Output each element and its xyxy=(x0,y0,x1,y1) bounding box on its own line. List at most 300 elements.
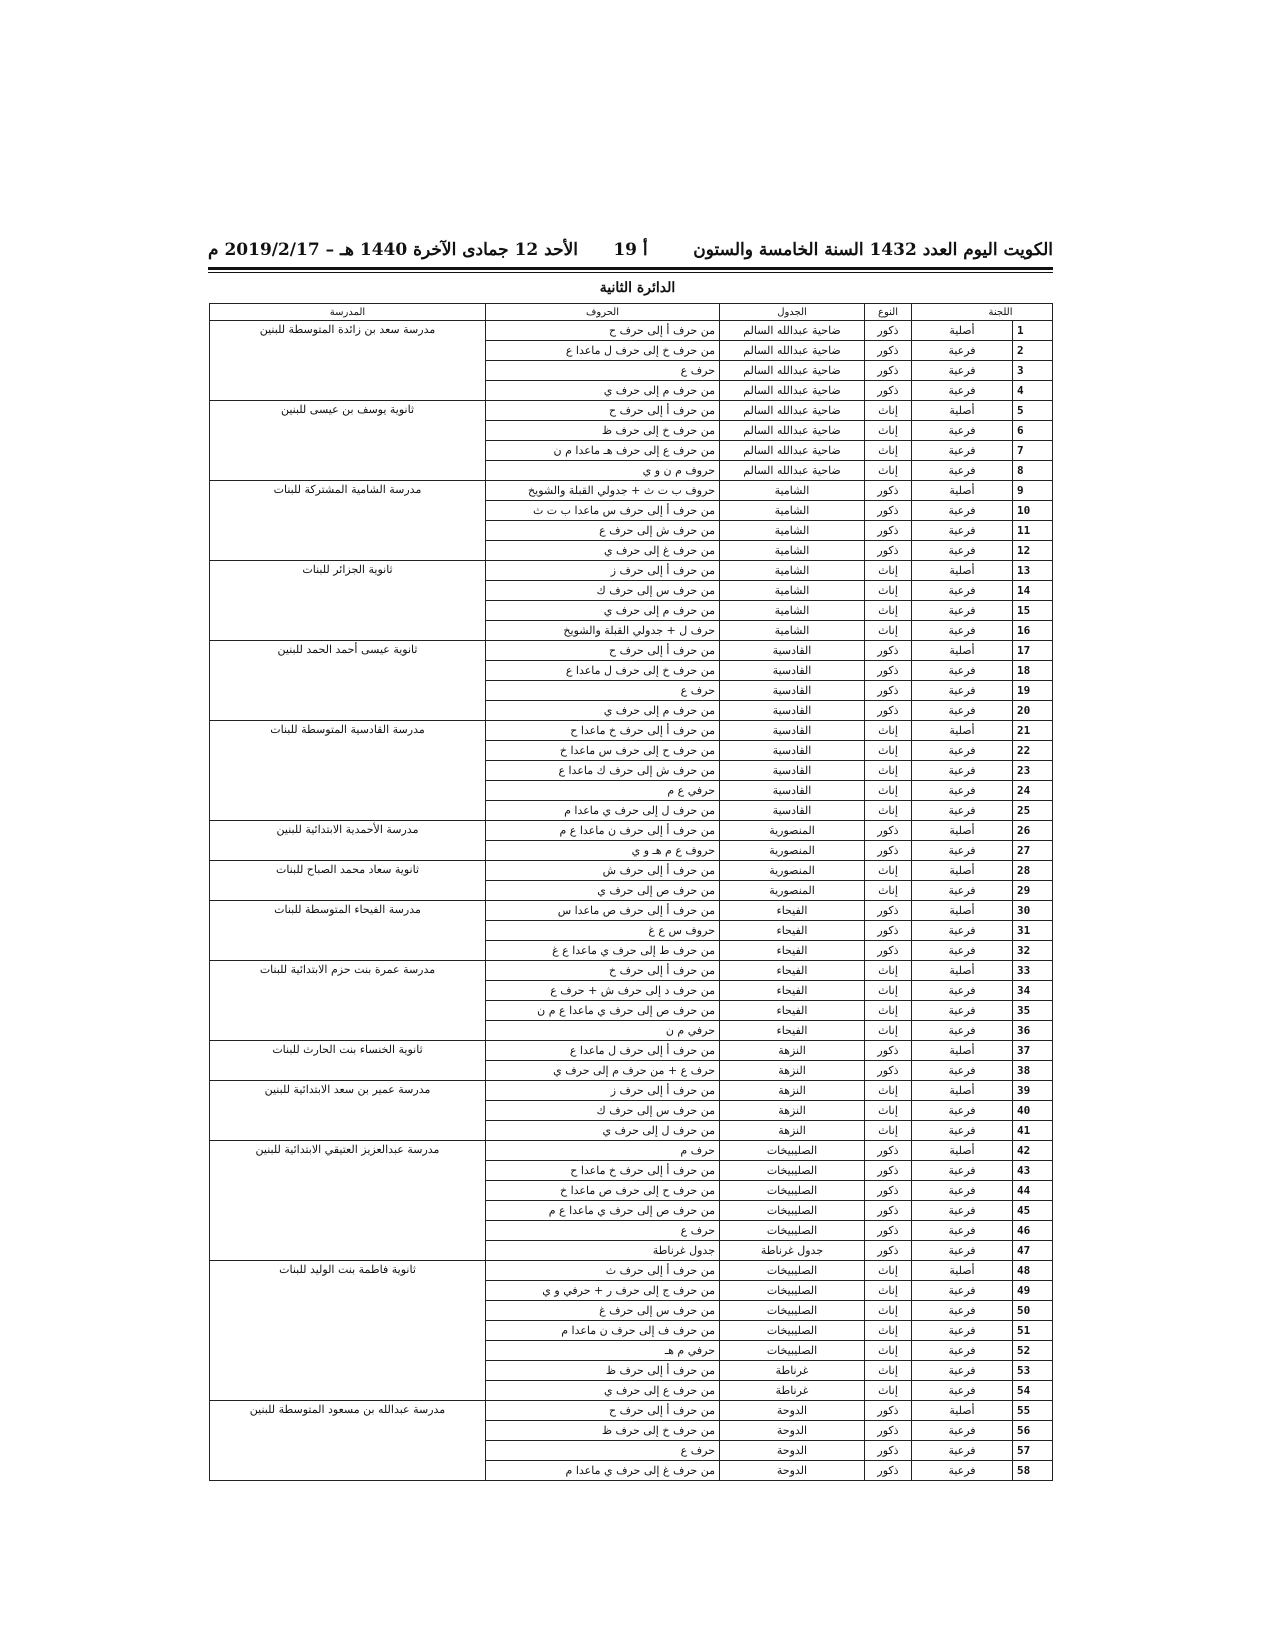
committee-cell: فرعية xyxy=(912,1061,1013,1081)
row-number: 58 xyxy=(1013,1461,1053,1481)
committee-cell: فرعية xyxy=(912,1281,1013,1301)
committee-cell: فرعية xyxy=(912,1221,1013,1241)
school-cell: ثانوية الجزائر للبنات xyxy=(210,561,486,581)
type-cell: إناث xyxy=(865,1341,912,1361)
school-cell xyxy=(210,841,486,861)
school-cell xyxy=(210,661,486,681)
schedule-cell: ضاحية عبدالله السالم xyxy=(720,321,865,341)
letters-cell: من حرف ح إلى حرف س ماعدا خ xyxy=(486,741,720,761)
type-cell: إناث xyxy=(865,1301,912,1321)
school-cell xyxy=(210,1001,486,1021)
table-row xyxy=(210,1141,1053,1161)
page-number: أ 19 xyxy=(613,240,648,260)
school-cell xyxy=(210,421,486,441)
school-cell: مدرسة سعد بن زائدة المتوسطة للبنين xyxy=(210,321,486,341)
row-number: 1 xyxy=(1013,321,1053,341)
type-cell: إناث xyxy=(865,881,912,901)
committee-cell: فرعية xyxy=(912,701,1013,721)
school-cell xyxy=(210,1181,486,1201)
row-number: 9 xyxy=(1013,481,1053,501)
type-cell: ذكور xyxy=(865,821,912,841)
type-cell: ذكور xyxy=(865,1241,912,1261)
row-number: 43 xyxy=(1013,1161,1053,1181)
school-cell xyxy=(210,521,486,541)
school-cell xyxy=(210,541,486,561)
table-row xyxy=(210,341,1053,361)
school-cell xyxy=(210,921,486,941)
type-cell: ذكور xyxy=(865,1201,912,1221)
schedule-cell: الصليبيخات xyxy=(720,1221,865,1241)
schedule-cell: الشامية xyxy=(720,621,865,641)
table-row xyxy=(210,921,1053,941)
letters-cell: من حرف ح إلى حرف ص ماعدا خ xyxy=(486,1181,720,1201)
row-number: 20 xyxy=(1013,701,1053,721)
header-rule xyxy=(208,267,1053,270)
school-cell xyxy=(210,1341,486,1361)
schedule-cell: الفيحاء xyxy=(720,1021,865,1041)
table-row xyxy=(210,1361,1053,1381)
school-cell xyxy=(210,621,486,641)
row-number: 4 xyxy=(1013,381,1053,401)
issue-date: الأحد 12 جمادى الآخرة 1440 هـ – 2019/2/17 م xyxy=(208,240,579,260)
type-cell: ذكور xyxy=(865,361,912,381)
row-number: 23 xyxy=(1013,761,1053,781)
table-row xyxy=(210,521,1053,541)
letters-cell: من حرف أ إلى حرف ح xyxy=(486,641,720,661)
committee-cell: فرعية xyxy=(912,1021,1013,1041)
table-row xyxy=(210,1061,1053,1081)
table-row xyxy=(210,661,1053,681)
row-number: 32 xyxy=(1013,941,1053,961)
school-cell xyxy=(210,1161,486,1181)
school-cell xyxy=(210,581,486,601)
table-row xyxy=(210,941,1053,961)
table-row xyxy=(210,801,1053,821)
schedule-cell: الفيحاء xyxy=(720,1001,865,1021)
table-row xyxy=(210,1321,1053,1341)
committee-cell: أصلية xyxy=(912,901,1013,921)
table-row xyxy=(210,821,1053,841)
letters-cell: من حرف أ إلى حرف ح xyxy=(486,321,720,341)
committee-cell: فرعية xyxy=(912,1301,1013,1321)
type-cell: إناث xyxy=(865,561,912,581)
school-cell xyxy=(210,1121,486,1141)
publication-title: الكويت اليوم العدد 1432 السنة الخامسة والستون xyxy=(693,240,1053,260)
type-column-header: النوع xyxy=(865,304,912,321)
letters-cell: من حرف أ إلى حرف ن ماعدا ع م xyxy=(486,821,720,841)
row-number: 6 xyxy=(1013,421,1053,441)
school-cell xyxy=(210,1421,486,1441)
letters-cell: من حرف أ إلى حرف ز xyxy=(486,561,720,581)
letters-cell: من حرف أ إلى حرف ز xyxy=(486,1081,720,1101)
letters-cell: من حرف غ إلى حرف ي xyxy=(486,541,720,561)
type-cell: ذكور xyxy=(865,841,912,861)
table-row xyxy=(210,841,1053,861)
committee-cell: فرعية xyxy=(912,1121,1013,1141)
table-row xyxy=(210,1421,1053,1441)
row-number: 3 xyxy=(1013,361,1053,381)
schedule-cell: النزهة xyxy=(720,1101,865,1121)
committee-cell: أصلية xyxy=(912,401,1013,421)
schedule-cell: الفيحاء xyxy=(720,941,865,961)
letters-cell: من حرف غ إلى حرف ي ماعدا م xyxy=(486,1461,720,1481)
number-column-header xyxy=(1013,304,1053,321)
type-cell: ذكور xyxy=(865,701,912,721)
schedule-cell: الصليبيخات xyxy=(720,1341,865,1361)
table-row xyxy=(210,1221,1053,1241)
schedule-cell: النزهة xyxy=(720,1121,865,1141)
school-cell xyxy=(210,1061,486,1081)
table-row xyxy=(210,401,1053,421)
table-row xyxy=(210,641,1053,661)
letters-cell: من حرف خ إلى حرف ل ماعدا ع xyxy=(486,661,720,681)
row-number: 55 xyxy=(1013,1401,1053,1421)
type-cell: ذكور xyxy=(865,481,912,501)
committee-cell: أصلية xyxy=(912,1041,1013,1061)
letters-cell: من حرف أ إلى حرف خ ماعدا ح xyxy=(486,721,720,741)
committee-cell: أصلية xyxy=(912,481,1013,501)
type-cell: ذكور xyxy=(865,641,912,661)
type-cell: إناث xyxy=(865,441,912,461)
committee-cell: أصلية xyxy=(912,1401,1013,1421)
committee-cell: فرعية xyxy=(912,341,1013,361)
type-cell: إناث xyxy=(865,1381,912,1401)
row-number: 41 xyxy=(1013,1121,1053,1141)
schedule-cell: الشامية xyxy=(720,581,865,601)
table-row xyxy=(210,761,1053,781)
row-number: 38 xyxy=(1013,1061,1053,1081)
table-row xyxy=(210,881,1053,901)
table-row xyxy=(210,681,1053,701)
committee-cell: فرعية xyxy=(912,781,1013,801)
type-cell: ذكور xyxy=(865,541,912,561)
row-number: 8 xyxy=(1013,461,1053,481)
table-row xyxy=(210,1021,1053,1041)
committee-cell: فرعية xyxy=(912,1001,1013,1021)
schedule-cell: الشامية xyxy=(720,561,865,581)
letters-cell: من حرف ل إلى حرف ي xyxy=(486,1121,720,1141)
letters-cell: من حرف م إلى حرف ي xyxy=(486,601,720,621)
school-cell xyxy=(210,1381,486,1401)
letters-cell: من حرف س إلى حرف ك xyxy=(486,1101,720,1121)
table-row xyxy=(210,1081,1053,1101)
schedule-cell: جدول غرناطة xyxy=(720,1241,865,1261)
schedule-cell: النزهة xyxy=(720,1081,865,1101)
committee-cell: أصلية xyxy=(912,1081,1013,1101)
table-row xyxy=(210,361,1053,381)
schedule-cell: المنصورية xyxy=(720,821,865,841)
school-cell xyxy=(210,1281,486,1301)
committee-cell: فرعية xyxy=(912,1181,1013,1201)
table-row xyxy=(210,581,1053,601)
committee-column-header: اللجنة xyxy=(912,304,1013,321)
type-cell: إناث xyxy=(865,1001,912,1021)
committee-cell: أصلية xyxy=(912,1261,1013,1281)
schedule-cell: الصليبيخات xyxy=(720,1201,865,1221)
school-cell: مدرسة الشامية المشتركة للبنات xyxy=(210,481,486,501)
letters-cell: من حرف خ إلى حرف ظ xyxy=(486,1421,720,1441)
committee-cell: أصلية xyxy=(912,321,1013,341)
schedule-cell: ضاحية عبدالله السالم xyxy=(720,421,865,441)
row-number: 37 xyxy=(1013,1041,1053,1061)
row-number: 57 xyxy=(1013,1441,1053,1461)
type-cell: إناث xyxy=(865,461,912,481)
table-row xyxy=(210,1121,1053,1141)
row-number: 56 xyxy=(1013,1421,1053,1441)
school-cell: مدرسة الفيحاء المتوسطة للبنات xyxy=(210,901,486,921)
table-row xyxy=(210,501,1053,521)
committee-cell: فرعية xyxy=(912,521,1013,541)
table-row xyxy=(210,561,1053,581)
type-cell: ذكور xyxy=(865,521,912,541)
committee-cell: فرعية xyxy=(912,661,1013,681)
table-row xyxy=(210,1381,1053,1401)
committee-cell: فرعية xyxy=(912,801,1013,821)
table-row xyxy=(210,1041,1053,1061)
row-number: 47 xyxy=(1013,1241,1053,1261)
school-cell: مدرسة عمرة بنت حزم الابتدائية للبنات xyxy=(210,961,486,981)
committee-cell: فرعية xyxy=(912,441,1013,461)
row-number: 36 xyxy=(1013,1021,1053,1041)
school-cell xyxy=(210,981,486,1001)
school-column-header: المدرسة xyxy=(210,304,486,321)
row-number: 14 xyxy=(1013,581,1053,601)
row-number: 44 xyxy=(1013,1181,1053,1201)
type-cell: إناث xyxy=(865,981,912,1001)
letters-cell: حرفي م هـ xyxy=(486,1341,720,1361)
letters-cell: حرف م xyxy=(486,1141,720,1161)
type-cell: إناث xyxy=(865,761,912,781)
letters-cell: من حرف أ إلى حرف ش xyxy=(486,861,720,881)
type-cell: إناث xyxy=(865,1081,912,1101)
row-number: 52 xyxy=(1013,1341,1053,1361)
row-number: 54 xyxy=(1013,1381,1053,1401)
letters-cell: من حرف أ إلى حرف س ماعدا ب ت ث xyxy=(486,501,720,521)
schedule-cell: القادسية xyxy=(720,801,865,821)
committee-cell: فرعية xyxy=(912,1461,1013,1481)
letters-cell: من حرف س إلى حرف ك xyxy=(486,581,720,601)
table-row xyxy=(210,1401,1053,1421)
school-cell xyxy=(210,1301,486,1321)
schedule-cell: المنصورية xyxy=(720,881,865,901)
schedule-cell: غرناطة xyxy=(720,1381,865,1401)
row-number: 45 xyxy=(1013,1201,1053,1221)
schedule-cell: القادسية xyxy=(720,781,865,801)
type-cell: ذكور xyxy=(865,1141,912,1161)
letters-cell: من حرف خ إلى حرف ل ماعدا ع xyxy=(486,341,720,361)
row-number: 35 xyxy=(1013,1001,1053,1021)
school-cell xyxy=(210,881,486,901)
row-number: 26 xyxy=(1013,821,1053,841)
type-cell: إناث xyxy=(865,1321,912,1341)
type-cell: ذكور xyxy=(865,1461,912,1481)
school-cell xyxy=(210,741,486,761)
committee-cell: فرعية xyxy=(912,941,1013,961)
school-cell: مدرسة عمير بن سعد الابتدائية للبنين xyxy=(210,1081,486,1101)
type-cell: إناث xyxy=(865,401,912,421)
school-cell xyxy=(210,341,486,361)
table-row xyxy=(210,901,1053,921)
type-cell: إناث xyxy=(865,581,912,601)
letters-cell: من حرف أ إلى حرف ح xyxy=(486,1401,720,1421)
letters-cell: من حرف ص إلى حرف ي ماعدا ع م xyxy=(486,1201,720,1221)
table-row xyxy=(210,441,1053,461)
table-row xyxy=(210,421,1053,441)
schedule-cell: الدوحة xyxy=(720,1401,865,1421)
schedule-cell: الفيحاء xyxy=(720,961,865,981)
table-row xyxy=(210,1181,1053,1201)
school-cell: ثانوية الخنساء بنت الحارث للبنات xyxy=(210,1041,486,1061)
row-number: 2 xyxy=(1013,341,1053,361)
table-row xyxy=(210,701,1053,721)
table-row xyxy=(210,1301,1053,1321)
type-cell: ذكور xyxy=(865,1401,912,1421)
school-cell xyxy=(210,1021,486,1041)
row-number: 28 xyxy=(1013,861,1053,881)
table-row xyxy=(210,741,1053,761)
school-cell xyxy=(210,441,486,461)
committee-cell: فرعية xyxy=(912,1161,1013,1181)
school-cell: ثانوية يوسف بن عيسى للبنين xyxy=(210,401,486,421)
table-row xyxy=(210,381,1053,401)
table-row xyxy=(210,781,1053,801)
table-row xyxy=(210,861,1053,881)
school-cell: ثانوية سعاد محمد الصباح للبنات xyxy=(210,861,486,881)
letters-cell: من حرف أ إلى حرف خ xyxy=(486,961,720,981)
letters-cell: من حرف د إلى حرف ش + حرف ع xyxy=(486,981,720,1001)
schedule-cell: الفيحاء xyxy=(720,921,865,941)
type-cell: ذكور xyxy=(865,1161,912,1181)
school-cell xyxy=(210,781,486,801)
school-cell xyxy=(210,1441,486,1461)
type-cell: إناث xyxy=(865,1261,912,1281)
letters-cell: من حرف ج إلى حرف ر + حرفي و ي xyxy=(486,1281,720,1301)
letters-cell: حروف ب ت ث + جدولي القبلة والشويخ xyxy=(486,481,720,501)
schedule-cell: القادسية xyxy=(720,761,865,781)
schedule-cell: الشامية xyxy=(720,601,865,621)
table-row xyxy=(210,1281,1053,1301)
type-cell: ذكور xyxy=(865,661,912,681)
type-cell: إناث xyxy=(865,421,912,441)
table-row xyxy=(210,1001,1053,1021)
schedule-cell: القادسية xyxy=(720,701,865,721)
schedule-cell: ضاحية عبدالله السالم xyxy=(720,441,865,461)
table-row xyxy=(210,601,1053,621)
row-number: 10 xyxy=(1013,501,1053,521)
committee-cell: أصلية xyxy=(912,641,1013,661)
row-number: 27 xyxy=(1013,841,1053,861)
row-number: 34 xyxy=(1013,981,1053,1001)
schedule-cell: ضاحية عبدالله السالم xyxy=(720,381,865,401)
type-cell: ذكور xyxy=(865,1181,912,1201)
schedule-cell: الشامية xyxy=(720,521,865,541)
table-row xyxy=(210,1241,1053,1261)
committee-cell: أصلية xyxy=(912,721,1013,741)
committee-cell: فرعية xyxy=(912,541,1013,561)
committee-cell: أصلية xyxy=(912,961,1013,981)
letters-cell: من حرف أ إلى حرف ص ماعدا س xyxy=(486,901,720,921)
letters-cell: من حرف ش إلى حرف ك ماعدا ع xyxy=(486,761,720,781)
row-number: 40 xyxy=(1013,1101,1053,1121)
type-cell: ذكور xyxy=(865,501,912,521)
type-cell: ذكور xyxy=(865,1441,912,1461)
type-cell: إناث xyxy=(865,621,912,641)
row-number: 46 xyxy=(1013,1221,1053,1241)
committee-cell: فرعية xyxy=(912,501,1013,521)
committee-cell: فرعية xyxy=(912,1361,1013,1381)
schedule-cell: النزهة xyxy=(720,1041,865,1061)
schedule-cell: الفيحاء xyxy=(720,981,865,1001)
table-row xyxy=(210,1101,1053,1121)
school-cell: ثانوية فاطمة بنت الوليد للبنات xyxy=(210,1261,486,1281)
committee-cell: فرعية xyxy=(912,1241,1013,1261)
row-number: 48 xyxy=(1013,1261,1053,1281)
schedule-cell: ضاحية عبدالله السالم xyxy=(720,361,865,381)
school-cell xyxy=(210,1201,486,1221)
schedule-cell: الشامية xyxy=(720,541,865,561)
school-cell xyxy=(210,761,486,781)
row-number: 13 xyxy=(1013,561,1053,581)
letters-cell: من حرف أ إلى حرف ث xyxy=(486,1261,720,1281)
table-row xyxy=(210,1441,1053,1461)
type-cell: ذكور xyxy=(865,341,912,361)
committee-cell: فرعية xyxy=(912,581,1013,601)
schedule-cell: الشامية xyxy=(720,481,865,501)
school-cell xyxy=(210,941,486,961)
committee-cell: أصلية xyxy=(912,821,1013,841)
row-number: 16 xyxy=(1013,621,1053,641)
letters-cell: حرف ع xyxy=(486,681,720,701)
committee-cell: فرعية xyxy=(912,1101,1013,1121)
type-cell: إناث xyxy=(865,741,912,761)
letters-cell: حرفي ع م xyxy=(486,781,720,801)
school-cell xyxy=(210,361,486,381)
schedule-cell: القادسية xyxy=(720,741,865,761)
committee-cell: فرعية xyxy=(912,1341,1013,1361)
letters-cell: من حرف ص إلى حرف ي xyxy=(486,881,720,901)
school-cell xyxy=(210,381,486,401)
type-cell: إناث xyxy=(865,1361,912,1381)
schedule-cell: القادسية xyxy=(720,641,865,661)
school-cell xyxy=(210,801,486,821)
row-number: 33 xyxy=(1013,961,1053,981)
row-number: 42 xyxy=(1013,1141,1053,1161)
letters-cell: من حرف م إلى حرف ي xyxy=(486,381,720,401)
table-row xyxy=(210,1261,1053,1281)
school-cell xyxy=(210,1321,486,1341)
school-cell: مدرسة الأحمدية الابتدائية للبنين xyxy=(210,821,486,841)
row-number: 25 xyxy=(1013,801,1053,821)
type-cell: ذكور xyxy=(865,1061,912,1081)
table-row xyxy=(210,621,1053,641)
type-cell: ذكور xyxy=(865,901,912,921)
letters-cell: من حرف ص إلى حرف ي ماعدا ع م ن xyxy=(486,1001,720,1021)
committee-cell: فرعية xyxy=(912,761,1013,781)
letters-cell: من حرف ل إلى حرف ي ماعدا م xyxy=(486,801,720,821)
table-row xyxy=(210,721,1053,741)
letters-cell: من حرف أ إلى حرف خ ماعدا ح xyxy=(486,1161,720,1181)
committee-cell: أصلية xyxy=(912,561,1013,581)
section-title: الدائرة الثانية xyxy=(599,280,676,296)
row-number: 17 xyxy=(1013,641,1053,661)
row-number: 11 xyxy=(1013,521,1053,541)
letters-cell: من حرف أ إلى حرف ح xyxy=(486,401,720,421)
school-cell xyxy=(210,1221,486,1241)
letters-cell: من حرف س إلى حرف غ xyxy=(486,1301,720,1321)
row-number: 51 xyxy=(1013,1321,1053,1341)
school-cell xyxy=(210,1361,486,1381)
table-row xyxy=(210,541,1053,561)
